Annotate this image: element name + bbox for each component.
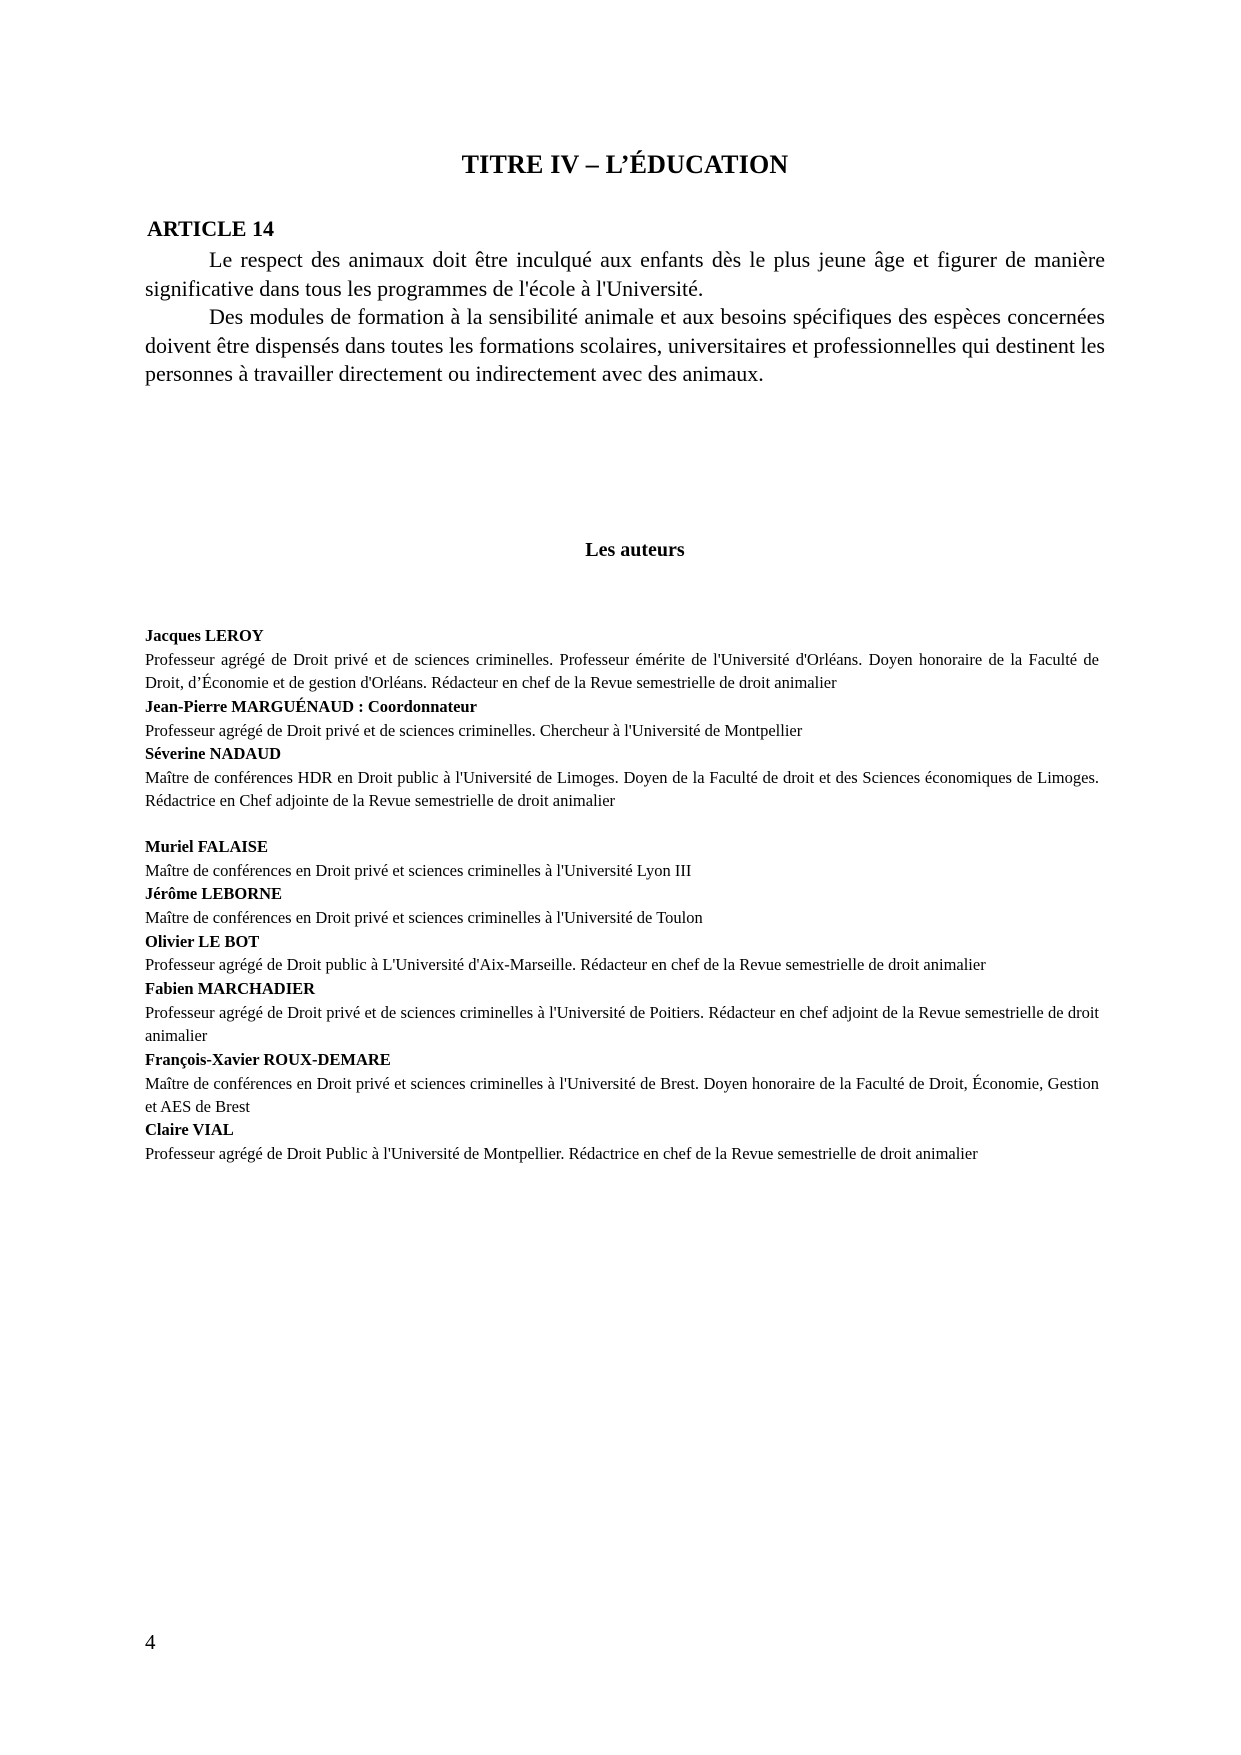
author-entry bbox=[145, 1118, 1105, 1165]
author-entry bbox=[145, 742, 1105, 813]
author-description: Professeur agrégé de Droit public à L'Université d'Aix-Marseille. Rédacteur en chef de la Revue semestrielle de droit animalier bbox=[145, 955, 986, 975]
page-title: TITRE IV – L’ÉDUCATION bbox=[461, 150, 789, 179]
authors-list bbox=[145, 624, 1105, 1166]
author-description: Professeur agrégé de Droit Public à l'Université de Montpellier. Rédactrice en chef de la Revue semestrielle de droit animalier bbox=[145, 1144, 978, 1164]
author-name: Fabien MARCHADIER bbox=[145, 978, 316, 998]
page-content bbox=[145, 150, 1105, 1166]
article-paragraph-2: Des modules de formation à la sensibilité animale et aux besoins spécifiques des espèces concernées doivent être dispensés dans toutes les formations scolaires, universitaires et professionnelles qui destinent les personnes à travailler directement ou indirectement avec des animaux. bbox=[145, 304, 1105, 387]
author-description: Maître de conférences en Droit privé et sciences criminelles à l'Université de Toulon bbox=[145, 908, 703, 928]
author-description: Maître de conférences en Droit privé et sciences criminelles à l'Université Lyon III bbox=[145, 860, 692, 880]
author-name: Claire VIAL bbox=[145, 1120, 234, 1140]
authors-section-title: Les auteurs bbox=[585, 538, 685, 561]
author-name: Muriel FALAISE bbox=[145, 836, 268, 856]
author-entry bbox=[145, 1048, 1105, 1119]
author-entry bbox=[145, 930, 1105, 977]
author-entry bbox=[145, 977, 1105, 1048]
author-name: Jean-Pierre MARGUÉNAUD : Coordonnateur bbox=[145, 696, 477, 716]
author-entry bbox=[145, 882, 1105, 929]
article-heading: ARTICLE 14 bbox=[147, 216, 274, 241]
article-paragraph-1: Le respect des animaux doit être inculqué aux enfants dès le plus jeune âge et figurer de manière significative dans tous les programmes de l'école à l'Université. bbox=[145, 247, 1105, 301]
author-name: Jacques LEROY bbox=[145, 625, 264, 645]
author-entry bbox=[145, 695, 1105, 742]
author-description: Professeur agrégé de Droit privé et de sciences criminelles. Professeur émérite de l'Université d'Orléans. Doyen honoraire de la Faculté de Droit, d’Économie et de gestion d'Orléans. Rédacteur en chef de la Revue semestrielle de droit animalier bbox=[145, 649, 1099, 693]
author-description: Maître de conférences HDR en Droit public à l'Université de Limoges. Doyen de la Faculté de droit et des Sciences économiques de Limoges. Rédactrice en Chef adjointe de la Revue semestrielle de droit animalier bbox=[145, 768, 1099, 811]
author-group-gap bbox=[145, 813, 1105, 835]
vertical-spacer bbox=[145, 389, 1105, 539]
author-description: Professeur agrégé de Droit privé et de sciences criminelles à l'Université de Poitiers. Rédacteur en chef adjoint de la Revue semestrielle de droit animalier bbox=[145, 1002, 1099, 1046]
author-description: Maître de conférences en Droit privé et sciences criminelles à l'Université de Brest. Doyen honoraire de la Faculté de Droit, Économie, Gestion et AES de Brest bbox=[145, 1073, 1099, 1116]
author-name: Jérôme LEBORNE bbox=[145, 884, 283, 904]
author-entry bbox=[145, 624, 1105, 695]
page-number: 4 bbox=[145, 1630, 156, 1654]
author-entry bbox=[145, 835, 1105, 882]
author-name: Olivier LE BOT bbox=[145, 931, 260, 951]
author-name: Séverine NADAUD bbox=[145, 744, 282, 764]
author-name: François-Xavier ROUX-DEMARE bbox=[145, 1049, 391, 1069]
author-description: Professeur agrégé de Droit privé et de sciences criminelles. Chercheur à l'Université de Montpellier bbox=[145, 720, 803, 740]
